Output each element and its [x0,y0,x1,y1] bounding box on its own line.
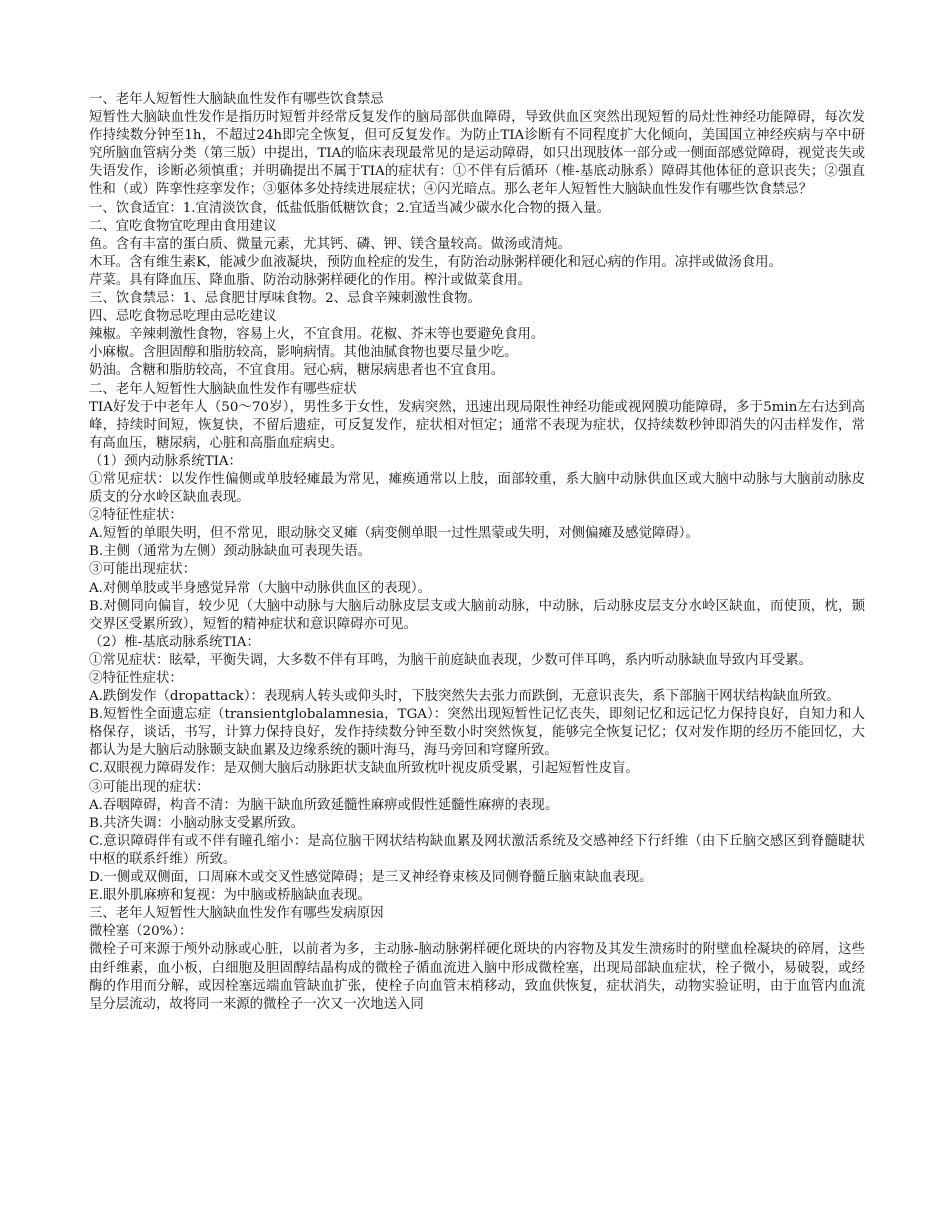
paragraph-vb-a: A.跌倒发作（dropattack）：表现病人转头或仰头时，下肢突然失去张力而跌倒，无意识丧失，系下部脑干网状结构缺血所致。 [89,689,840,705]
paragraph-vb-common: ①常见症状：眩晕，平衡失调，大多数不伴有耳鸣，为脑干前庭缺血表现，少数可伴耳鸣，系内听动脉缺血导致内耳受累。 [89,652,813,668]
paragraph-carotid-a: A.短暂的单眼失明，但不常见，眼动脉交叉瘫（病变侧单眼一过性黑蒙或失明，对侧偏瘫及感觉障碍）。 [89,526,699,542]
paragraph-celery: 芹菜。具有降血压、降血脂、防治动脉粥样硬化的作用。榨汁或做菜食用。 [89,272,531,288]
paragraph-vb-possible-d: D.一侧或双侧面，口周麻木或交叉性感觉障碍；是三叉神经脊束核及同侧脊髓丘脑束缺血表现。 [89,870,653,886]
paragraph-small-pepper: 小麻椒。含胆固醇和脂肪较高，影响病情。其他油腻食物也要尽量少吃。 [89,345,518,361]
subheading-carotid-possible: ③可能出现症状： [89,562,197,578]
paragraph-vb-c: C.双眼视力障碍发作：是双侧大脑后动脉距状支缺血所致枕叶视皮质受累，引起短暂性皮盲。 [89,761,639,777]
paragraph-vb-possible-c: C.意识障碍伴有或不伴有瞳孔缩小：是高位脑干网状结构缺血累及网状激活系统及交感神经下行纤维（由下丘脑交感区到脊髓睫状中枢的联系纤维）所致。 [89,833,865,867]
paragraph-vb-b: B.短暂性全面遗忘症（transientglobalamnesia，TGA）：突然出现短暂性记忆丧失，即刻记忆和远记忆力保持良好，自知力和人格保存，谈话，书写，计算力保持良好，发作持续数分钟至数小时突然恢复，能够完全恢复记忆；仅对发作期的经历不能回忆，大都认为是大脑后动脉颞支缺血累及边缘系统的颞叶海马，海马旁回和穹窿所致。 [89,707,865,759]
paragraph-vb-possible-e: E.眼外肌麻痹和复视：为中脑或桥脑缺血表现。 [89,888,371,904]
subheading-recommended-foods: 二、宜吃食物宜吃理由食用建议 [89,218,277,234]
section-heading-causes: 三、老年人短暂性大脑缺血性发作有哪些发病原因 [89,906,384,922]
paragraph-cream: 奶油。含糖和脂肪较高，不宜食用。冠心病，糖尿病患者也不宜食用。 [89,363,505,379]
subheading-carotid-characteristic: ②特征性症状： [89,508,183,524]
paragraph-microembolism: 微栓子可来源于颅外动脉或心脏，以前者为多，主动脉-脑动脉粥样硬化斑块的内容物及其发生溃疡时的附壁血栓凝块的碎屑，这些由纤维素，血小板，白细胞及胆固醇结晶构成的微栓子循血流进入脑中形成微栓塞，出现局部缺血症状，栓子微小，易破裂，或经酶的作用而分解，或因栓塞远端血管缺血扩张，使栓子向血管末梢移动，致血供恢复，症状消失，动物实验证明，由于血管内血流呈分层流动，故将同一来源的微栓子一次又一次地送入同 [89,942,865,1012]
subheading-microembolism: 微栓塞（20%）： [89,924,193,940]
paragraph-chili: 辣椒。辛辣刺激性食物，容易上火，不宜食用。花椒、芥末等也要避免食用。 [89,327,545,343]
section-heading-diet-taboos: 一、老年人短暂性大脑缺血性发作有哪些饮食禁忌 [89,92,384,107]
paragraph-fish: 鱼。含有丰富的蛋白质、微量元素，尤其钙、磷、钾、镁含量较高。做汤或清炖。 [89,236,572,252]
section-heading-symptoms: 二、老年人短暂性大脑缺血性发作有哪些症状 [89,381,357,397]
subheading-carotid-system: （1）颈内动脉系统TIA： [89,453,242,469]
paragraph-tia-overview: TIA好发于中老年人（50～70岁），男性多于女性，发病突然，迅速出现局限性神经功能或视网膜功能障碍，多于5min左右达到高峰，持续时间短，恢复快，不留后遗症，可反复发作，症状相对恒定；通常不表现为症状，仅持续数秒钟即消失的闪击样发作，常有高血压，糖尿病，心脏和高脂血症病史。 [89,399,865,451]
paragraph-wood-ear: 木耳。含有维生素K，能减少血液凝块，预防血栓症的发生，有防治动脉粥样硬化和冠心病的作用。凉拌或做汤食用。 [89,254,782,270]
paragraph-carotid-possible-a: A.对侧单肢或半身感觉异常（大脑中动脉供血区的表现）。 [89,580,431,596]
subheading-avoid-foods: 四、忌吃食物忌吃理由忌吃建议 [89,309,277,325]
paragraph-vb-possible-b: B.共济失调：小脑动脉支受累所致。 [89,815,304,831]
subheading-vertebrobasilar-system: （2）椎-基底动脉系统TIA： [89,634,260,650]
subheading-vb-characteristic: ②特征性症状： [89,671,183,686]
subheading-vb-possible: ③可能出现的症状： [89,779,210,795]
paragraph-carotid-possible-b: B.对侧同向偏盲，较少见（大脑中动脉与大脑后动脉皮层支或大脑前动脉，中动脉，后动脉皮层支分水岭区缺血，而使顶，枕，颞交界区受累所致），短暂的精神症状和意识障碍亦可见。 [89,598,865,632]
paragraph-diet-suitable: 一、饮食适宜：1.宜清淡饮食，低盐低脂低糖饮食；2.宜适当减少碳水化合物的摄入量。 [89,200,611,216]
document-body [89,91,865,1014]
paragraph-vb-possible-a: A.吞咽障碍，构音不清：为脑干缺血所致延髓性麻痹或假性延髓性麻痹的表现。 [89,797,559,813]
paragraph-carotid-common: ①常见症状：以发作性偏侧或单肢轻瘫最为常见，瘫痪通常以上肢，面部较重，系大脑中动脉供血区或大脑中动脉与大脑前动脉皮质支的分水岭区缺血表现。 [89,471,865,506]
paragraph-tia-definition: 短暂性大脑缺血性发作是指历时短暂并经常反复发作的脑局部供血障碍，导致供血区突然出现短暂的局灶性神经功能障碍，每次发作持续数分钟至1h，不超过24h即完全恢复，但可反复发作。为防止TIA诊断有不同程度扩大化倾向，美国国立神经疾病与卒中研究所脑血管病分类（第三版）中提出，TIA的临床表现最常见的是运动障碍，如只出现肢体一部分或一侧面部感觉障碍，视觉丧失或失语发作，诊断必须慎重；并明确提出不属于TIA的症状有：①不伴有后循环（椎-基底动脉系）障碍其他体征的意识丧失；②强直性和（或）阵挛性痉挛发作；③躯体多处持续进展症状；④闪光暗点。那么老年人短暂性大脑缺血性发作有哪些饮食禁忌？ [89,110,865,198]
paragraph-carotid-b: B.主侧（通常为左侧）颈动脉缺血可表现失语。 [89,544,371,560]
paragraph-diet-taboos: 三、饮食禁忌：1、忌食肥甘厚味食物。2、忌食辛辣刺激性食物。 [89,291,481,307]
